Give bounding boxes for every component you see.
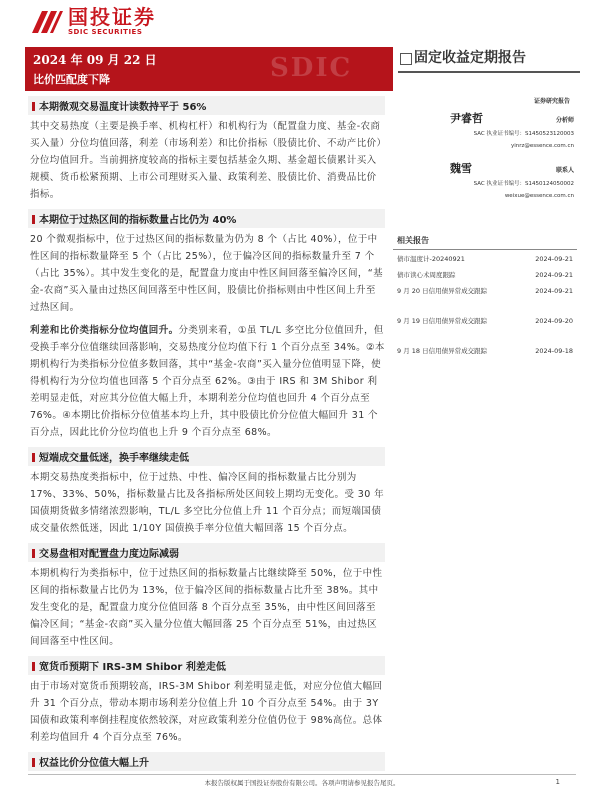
related-report-title: 9 月 20 日信用债异常成交跟踪	[397, 287, 488, 295]
heading-marker	[32, 662, 35, 671]
heading-marker	[32, 453, 35, 462]
heading-marker	[32, 758, 35, 767]
footer-disclaimer: 本报告版权属于国投证券股份有限公司。各项声明请参见报告尾页。	[204, 779, 400, 787]
banner-watermark: SDIC	[270, 53, 353, 83]
section-paragraph: 20 个微观指标中，位于过热区间的指标数量为仍为 8 个（占比 40%），位于中性区间的指标数量降至 5 个（占比 25%），位于偏冷区间的指标数量升至 7 个（占比 35%）。其中发生变化的是，配置盘力度由中性区间回落至偏冷区间，“基金-农商”买入量由过热区间回落至中性区间，股债比价指标则由中性区间上升至过热区间。	[30, 234, 384, 313]
related-report-date: 2024-09-21	[535, 255, 573, 263]
related-report-date: 2024-09-20	[535, 317, 573, 325]
section-heading	[28, 752, 385, 771]
related-report-item[interactable]	[393, 345, 577, 357]
related-report-title: 9 月 19 日信用债异常成交跟踪	[397, 317, 488, 325]
related-report-item[interactable]	[393, 285, 577, 297]
related-report-item[interactable]	[393, 315, 577, 327]
section-heading-text: 宽货币预期下 IRS-3M Shibor 利差走低	[39, 662, 226, 673]
report-subtitle: 比价匹配度下降	[33, 73, 110, 86]
related-report-date: 2024-09-21	[535, 271, 573, 279]
related-report-date: 2024-09-18	[535, 347, 573, 355]
brand-name-en: SDIC SECURITIES	[68, 28, 143, 36]
section-heading	[28, 447, 385, 466]
report-body	[28, 96, 385, 771]
department-label: 证券研究报告	[533, 98, 570, 105]
related-reports-title: 相关报告	[393, 232, 577, 250]
related-report-title: 债市读心术周度跟踪	[397, 271, 456, 279]
report-type: 固定收益定期报告	[414, 50, 526, 66]
section-heading-text: 短端成交量低迷，换手率继续走低	[39, 453, 189, 464]
analyst-role: 联系人	[555, 167, 574, 174]
section-heading-text: 本期微观交易温度计读数持平于 56%	[39, 102, 207, 113]
analyst-email[interactable]: yinrz@essence.com.cn	[510, 143, 574, 149]
analyst-role: 分析师	[555, 117, 574, 124]
analyst-card	[400, 160, 574, 199]
brand-name-cn: 国投证券	[68, 5, 156, 29]
section-heading	[28, 209, 385, 228]
brand-logo	[30, 6, 156, 36]
title-banner	[25, 47, 393, 91]
section-heading	[28, 656, 385, 675]
related-report-item[interactable]	[393, 253, 577, 265]
page-footer	[28, 774, 576, 787]
section-heading-text: 权益比价分位值大幅上升	[39, 758, 149, 769]
section-heading-text: 交易盘相对配置盘力度边际减弱	[39, 549, 179, 560]
analyst-card	[400, 110, 574, 149]
related-report-title: 债市温度计-20240921	[397, 255, 465, 263]
analyst-cert: SAC 执业证书编号：S1450523120003	[473, 131, 574, 137]
section-paragraph: 本期机构行为类指标中，位于过热区间的指标数量占比继续降至 50%，位于中性区间的指标数量占比仍为 13%，位于偏冷区间的指标数量占比升至 38%。其中发生变化的是，配置盘力度分位值回落 8 个百分点至 35%，由中性区间回落至偏冷区间；“基金-农商”买入量分位值大幅回落 25 个百分点至 51%，由过热区间回落至中性区间。	[30, 568, 383, 647]
related-report-item[interactable]	[393, 269, 577, 281]
report-date: 2024 年 09 月 22 日	[33, 53, 157, 67]
section-paragraph: 其中交易热度（主要是换手率、机构杠杆）和机构行为（配置盘力度、基金-农商买入量）分位均值回落，利差（市场利差）和比价指标（股债比价、不动产比价）分位均值回升。当前拥挤度较高的指标主要包括基金久期、基金超长债累计买入规模、货币松紧预期、上市公司理财买入量、政策利差、股债比价、消费品比价指标。	[30, 121, 382, 200]
logo-mark-icon	[30, 7, 64, 35]
section-heading-text: 本期位于过热区间的指标数量占比仍为 40%	[39, 215, 237, 226]
analyst-name: 尹睿哲	[450, 112, 483, 125]
related-report-title: 9 月 18 日信用债异常成交跟踪	[397, 347, 488, 355]
analyst-email[interactable]: weixue@essence.com.cn	[504, 193, 574, 199]
paragraph-body: 分类别来看，①虽 TL/L 多空比分位值回升，但受换手率分位值继续回落影响，交易热度分位均值下行 1 个百分点至 34%。②本期机构行为类指标分位值多数回落，其中“基金-农商”买入量分位值明显下降，使得机构行为分位均值也回落 5 个百分点至 62%。③由于 IRS 和 3M Shibor 利差明显走低，对应其分位值大幅上升，本期利差分位均值也回升 4 个百分点至 76%。④本期比价指标分位值基本均上升，其中股债比价分位值大幅回升 31 个百分点，因此比价分位均值也上升 9 个百分点至 68%。	[30, 325, 385, 438]
analyst-cert: SAC 执业证书编号：S1450124050002	[473, 181, 574, 187]
section-heading	[28, 96, 385, 115]
report-icon	[400, 53, 412, 65]
report-type-header	[398, 47, 580, 73]
analyst-name: 魏雪	[450, 162, 472, 175]
heading-marker	[32, 215, 35, 224]
section-heading	[28, 543, 385, 562]
related-report-date: 2024-09-21	[535, 287, 573, 295]
heading-marker	[32, 102, 35, 111]
related-reports	[393, 232, 577, 357]
page-number: 1	[555, 778, 560, 786]
section-paragraph: 由于市场对宽货币预期较高，IRS-3M Shibor 利差明显走低，对应分位值大幅回升 31 个百分点，带动本期市场利差分位值上升 10 个百分点至 54%。由于 3Y 国债和政策利率倒挂程度依然较深，对应政策利差分位值仍位于 98%高位。总体利差均值回升 4 个百分点至 76%。	[30, 681, 383, 743]
section-paragraph	[30, 322, 385, 441]
heading-marker	[32, 549, 35, 558]
paragraph-lead: 利差和比价类指标分位均值回升。	[30, 325, 179, 336]
section-paragraph: 本期交易热度类指标中，位于过热、中性、偏冷区间的指标数量占比分别为 17%、33%、50%，指标数量占比及各指标所处区间较上期均无变化。受 30 年国债期货做多情绪浓烈影响，TL/L 多空比分位值上升 11 个百分点；而短端国债成交量依然低迷，因此 1/10Y 国债换手率分位值大幅回落 15 个百分点。	[30, 472, 384, 534]
